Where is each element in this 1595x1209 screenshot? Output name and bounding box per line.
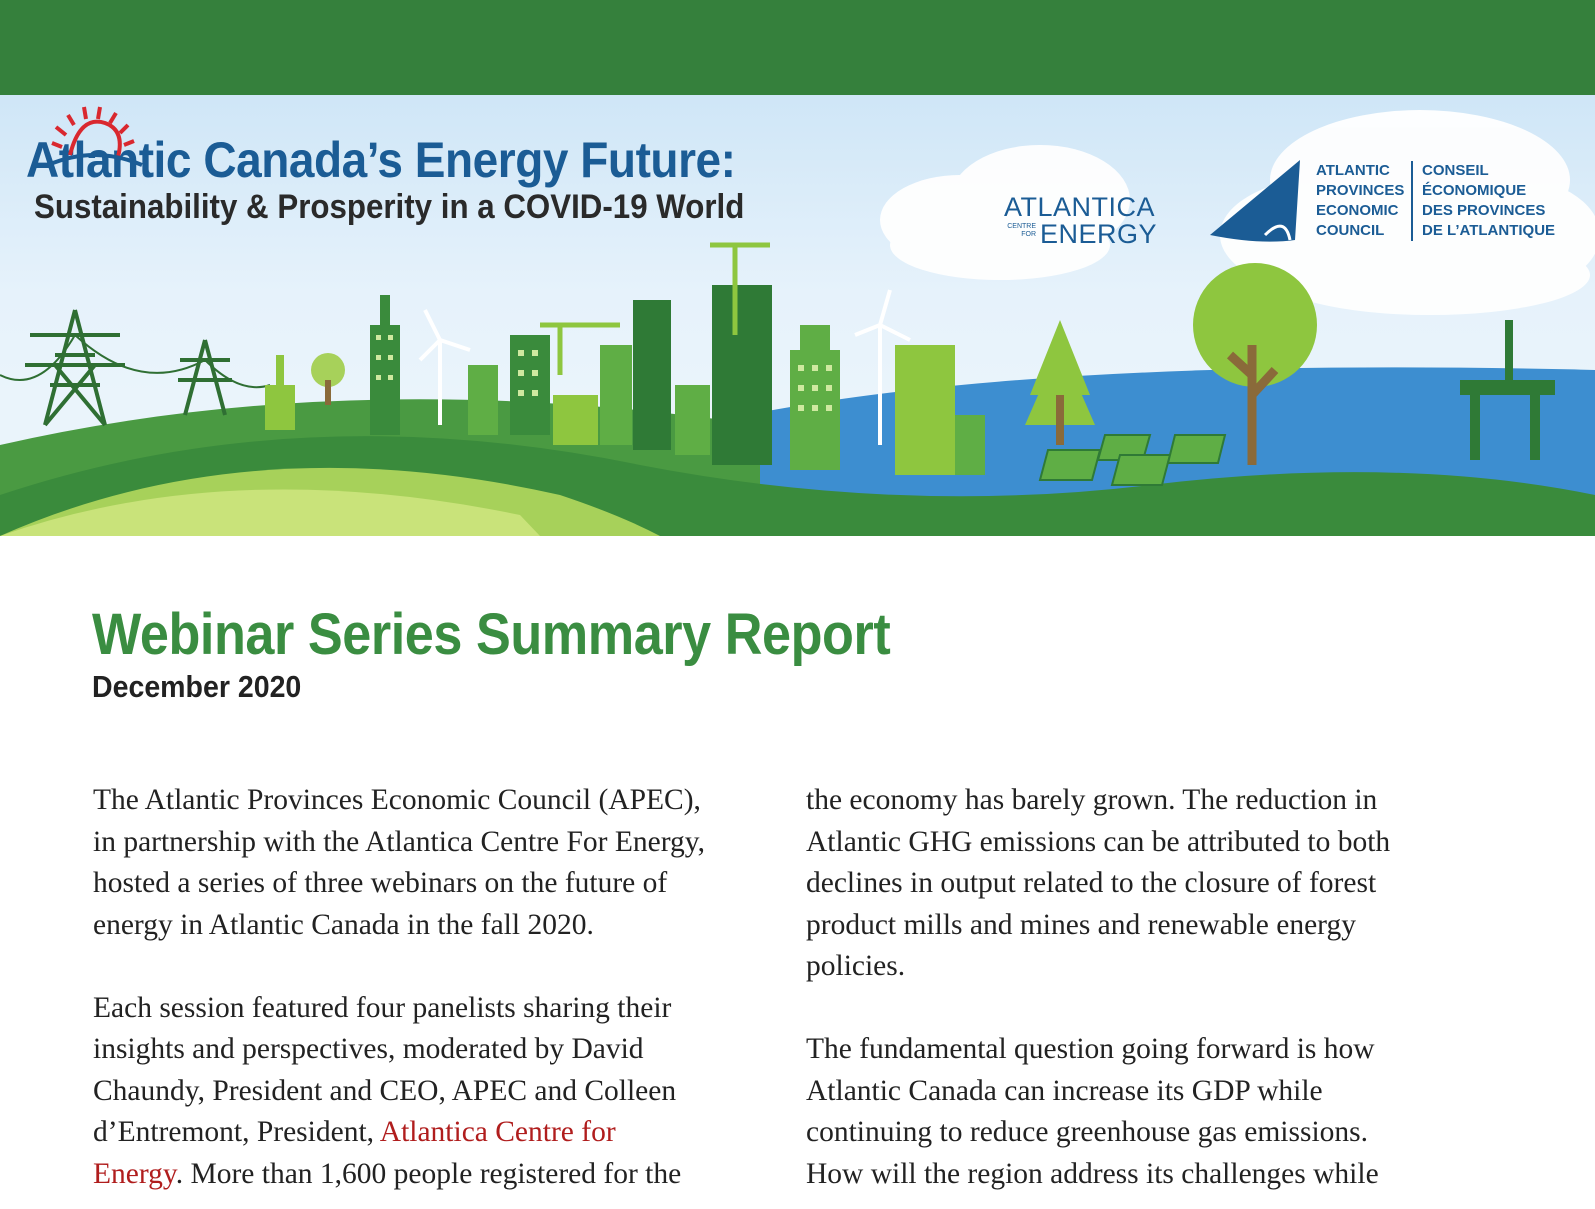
apec-en-line: ATLANTIC — [1316, 162, 1390, 179]
text-line: insights and perspectives, moderated by David — [93, 1033, 644, 1065]
atlantica-logo-centre: CENTRE FOR — [1007, 223, 1036, 238]
paragraph — [93, 988, 793, 1196]
atlantica-logo-name: ATLANTICA — [1004, 192, 1156, 222]
text-line: Chaundy, President and CEO, APEC and Colleen — [93, 1074, 677, 1107]
apec-fr-line: DES PROVINCES — [1422, 202, 1546, 219]
text-line: How will the region address its challenges while — [806, 1157, 1379, 1190]
left-column — [93, 780, 793, 1209]
text-fragment: . More than 1,600 people registered for the — [175, 1157, 682, 1190]
text-line: The fundamental question going forward is how — [806, 1033, 1375, 1065]
text-line — [93, 1112, 793, 1154]
text-line: declines in output related to the closure of forest — [806, 867, 1377, 899]
text-line: in partnership with the Atlantica Centre For Energy, — [93, 825, 705, 858]
apec-logo-english — [1316, 161, 1404, 241]
text-fragment: d’Entremont, President, — [93, 1116, 380, 1148]
apec-en-line: ECONOMIC — [1316, 202, 1399, 219]
atlantica-logo-energy: ENERGY — [1040, 219, 1158, 249]
paragraph — [806, 780, 1506, 988]
banner-title: Atlantic Canada’s Energy Future: — [26, 132, 736, 188]
apec-logo-divider — [1411, 161, 1413, 241]
right-column — [806, 780, 1506, 1209]
text-line: Each session featured four panelists sharing their — [93, 991, 672, 1024]
text-line: energy in Atlantic Canada in the fall 2020. — [93, 908, 594, 941]
atlantica-centre-link[interactable]: Atlantica Centre for — [379, 1116, 616, 1148]
apec-fr-line: ÉCONOMIQUE — [1422, 182, 1527, 199]
text-line: continuing to reduce greenhouse gas emissions. — [806, 1116, 1369, 1148]
header-banner — [0, 95, 1595, 536]
atlantica-sun-icon — [0, 95, 180, 225]
text-line: hosted a series of three webinars on the future of — [93, 867, 668, 899]
apec-logo-french — [1422, 161, 1555, 241]
top-bar — [0, 0, 1595, 95]
text-line: Atlantic GHG emissions can be attributed to both — [806, 825, 1391, 858]
text-line: Atlantic Canada can increase its GDP while — [806, 1074, 1323, 1107]
text-line: policies. — [806, 950, 906, 982]
text-line: the economy has barely grown. The reduction in — [806, 784, 1378, 816]
report-title: Webinar Series Summary Report — [92, 602, 891, 667]
apec-fr-line: CONSEIL — [1422, 162, 1489, 179]
text-line: product mills and mines and renewable energy — [806, 908, 1356, 941]
report-date: December 2020 — [92, 669, 302, 704]
banner-subtitle: Sustainability & Prosperity in a COVID-19 World — [34, 188, 745, 226]
paragraph — [93, 780, 793, 946]
apec-en-line: PROVINCES — [1316, 182, 1405, 199]
paragraph — [806, 1029, 1506, 1195]
text-line — [93, 1154, 793, 1196]
apec-fr-line: DE L’ATLANTIQUE — [1422, 222, 1556, 239]
text-line: The Atlantic Provinces Economic Council (APEC), — [93, 784, 701, 816]
atlantica-centre-link[interactable]: Energy — [93, 1157, 176, 1190]
apec-en-line: COUNCIL — [1316, 222, 1385, 239]
